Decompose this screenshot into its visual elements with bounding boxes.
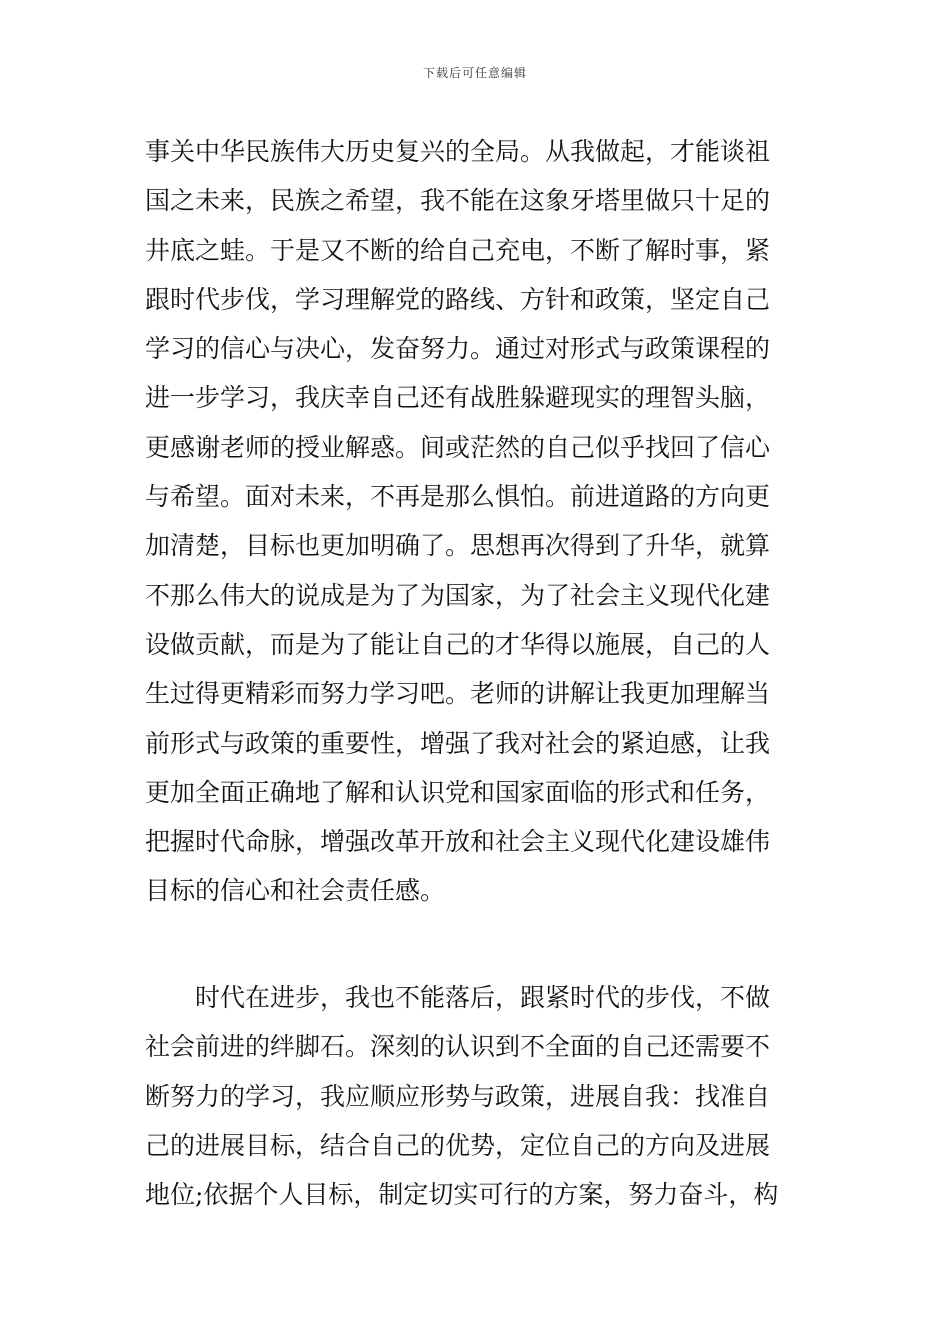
- text-line: 目标的信心和社会责任感。: [145, 876, 446, 906]
- text-line: 国之未来，民族之希望，我不能在这象牙塔里做只十足的: [145, 186, 771, 216]
- text-line: 不那么伟大的说成是为了为国家，为了社会主义现代化建: [145, 580, 771, 610]
- paragraph-1: [145, 127, 809, 916]
- text-line: 更感谢老师的授业解惑。间或茫然的自己似乎找回了信心: [145, 432, 771, 462]
- text-line: 社会前进的绊脚石。深刻的认识到不全面的自己还需要不: [145, 1032, 771, 1062]
- text-line: 事关中华民族伟大历史复兴的全局。从我做起，才能谈祖: [145, 137, 771, 166]
- text-line: 前形式与政策的重要性，增强了我对社会的紧迫感，让我: [145, 728, 771, 758]
- paragraph-2: [145, 973, 809, 1219]
- text-line: 己的进展目标，结合自己的优势，定位自己的方向及进展: [145, 1130, 771, 1160]
- text-line: 设做贡献，而是为了能让自己的才华得以施展，自己的人: [145, 629, 771, 659]
- text-line: 更加全面正确地了解和认识党和国家面临的形式和任务，: [145, 777, 771, 807]
- text-line: 生过得更精彩而努力学习吧。老师的讲解让我更加理解当: [145, 679, 771, 709]
- text-line: 断努力的学习，我应顺应形势与政策，进展自我：找准自: [145, 1081, 771, 1111]
- text-line: 把握时代命脉，增强改革开放和社会主义现代化建设雄伟: [145, 827, 771, 857]
- text-line: 加清楚，目标也更加明确了。思想再次得到了升华，就算: [145, 531, 771, 561]
- text-line: 学习的信心与决心，发奋努力。通过对形式与政策课程的: [145, 334, 771, 364]
- text-line: 跟时代步伐，学习理解党的路线、方针和政策，坚定自己: [145, 284, 771, 314]
- text-line: 时代在进步，我也不能落后，跟紧时代的步伐，不做: [195, 983, 771, 1012]
- text-line: 地位;依据个人目标，制定切实可行的方案，努力奋斗，构: [145, 1180, 779, 1210]
- text-line: 井底之蛙。于是又不断的给自己充电，不断了解时事，紧: [145, 235, 771, 265]
- page-header: 下载后可任意编辑: [422, 66, 527, 80]
- text-line: 与希望。面对未来，不再是那么惧怕。前进道路的方向更: [145, 482, 771, 512]
- text-line: 进一步学习，我庆幸自己还有战胜躲避现实的理智头脑，: [145, 383, 771, 413]
